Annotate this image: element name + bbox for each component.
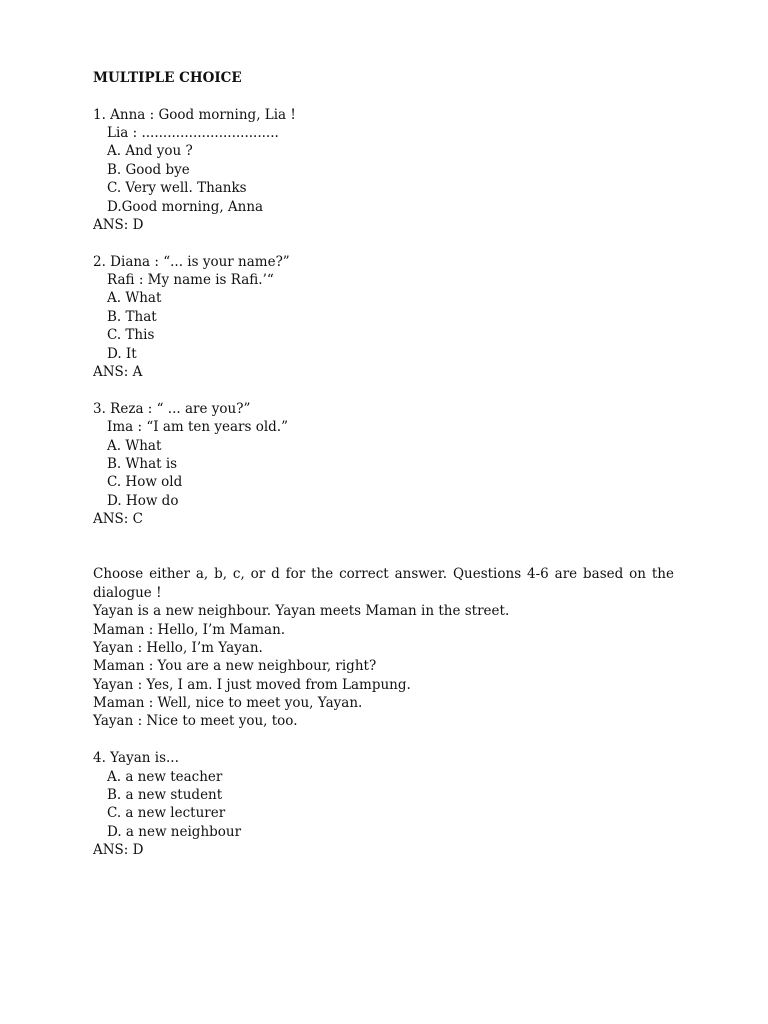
instructions-line-2: dialogue ! [93, 584, 162, 601]
question-3 [93, 400, 674, 529]
question-4-option-d: D. a new neighbour [107, 823, 242, 840]
question-3-option-a: A. What [107, 437, 162, 454]
dialogue-line: Maman : You are a new neighbour, right? [93, 658, 377, 675]
question-1 [93, 106, 674, 235]
dialogue-line: Maman : Well, nice to meet you, Yayan. [93, 695, 363, 712]
dialogue-line: Yayan : Nice to meet you, too. [93, 713, 298, 730]
instructions-line-1: Choose either a, b, c, or d for the correct answer. Questions 4-6 are based on the [93, 566, 674, 583]
question-2-option-c: C. This [107, 327, 155, 344]
question-4-option-a: A. a new teacher [107, 768, 223, 785]
document-title: MULTIPLE CHOICE [93, 70, 242, 86]
question-1-option-c: C. Very well. Thanks [107, 180, 247, 197]
question-4-option-c: C. a new lecturer [107, 805, 226, 822]
instructions [93, 565, 674, 602]
question-4-option-b: B. a new student [107, 787, 223, 804]
dialogue-line: Maman : Hello, I’m Maman. [93, 621, 286, 638]
question-1-line-1: 1. Anna : Good morning, Lia ! [93, 106, 296, 123]
question-2-line-1: 2. Diana : “... is your name?” [93, 253, 290, 270]
question-3-line-1: 3. Reza : “ ... are you?” [93, 400, 251, 417]
question-2 [93, 253, 674, 382]
question-3-option-d: D. How do [107, 492, 179, 509]
question-1-option-d: D.Good morning, Anna [107, 198, 264, 215]
dialogue [93, 602, 674, 731]
question-4 [93, 749, 674, 859]
question-2-option-a: A. What [107, 290, 162, 307]
question-1-line-2: Lia : ................................ [107, 124, 279, 141]
question-2-option-b: B. That [107, 308, 157, 325]
question-4-stem: 4. Yayan is... [93, 750, 179, 767]
question-2-line-2: Rafi : My name is Rafi.’“ [107, 272, 274, 289]
question-2-option-d: D. It [107, 345, 137, 362]
question-3-option-c: C. How old [107, 474, 183, 491]
dialogue-line: Yayan : Hello, I’m Yayan. [93, 639, 263, 656]
dialogue-line: Yayan is a new neighbour. Yayan meets Maman in the street. [93, 603, 510, 620]
dialogue-line: Yayan : Yes, I am. I just moved from Lampung. [93, 676, 411, 693]
question-3-line-2: Ima : “I am ten years old.” [107, 419, 288, 436]
question-3-answer: ANS: C [93, 511, 143, 528]
question-4-answer: ANS: D [93, 842, 144, 859]
question-1-option-a: A. And you ? [107, 143, 193, 160]
question-3-option-b: B. What is [107, 456, 178, 472]
question-2-answer: ANS: A [93, 364, 143, 381]
question-1-answer: ANS: D [93, 216, 144, 233]
question-1-option-b: B. Good bye [107, 161, 190, 178]
